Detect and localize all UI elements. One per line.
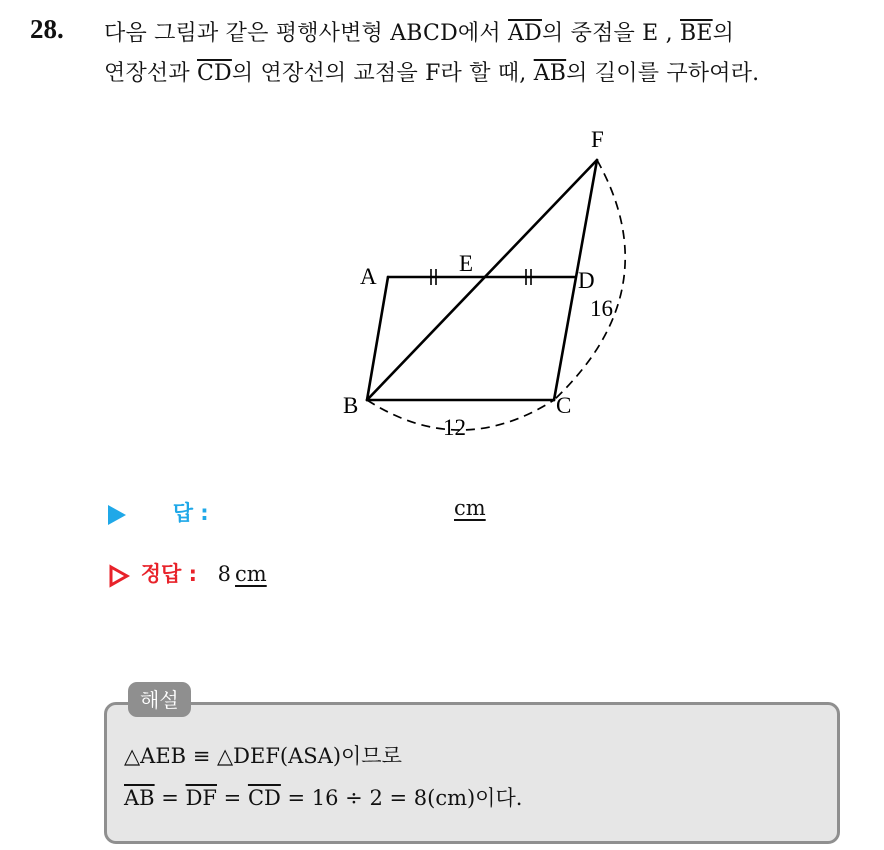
triangle-outline-icon (108, 564, 130, 588)
question-text-line2 (104, 56, 759, 87)
answer-row (108, 497, 209, 527)
triangle-pointer-icon (108, 505, 126, 525)
answer-label: 답 : (172, 501, 209, 525)
correct-answer-label: 정답 : (140, 562, 197, 586)
solution-tag: 해설 (128, 682, 191, 717)
correct-answer-row (108, 558, 267, 588)
equals: = (216, 786, 248, 810)
question-text-line1 (104, 16, 734, 47)
label-b: B (343, 393, 359, 418)
label-a: A (360, 264, 377, 289)
segment-df: $\overline{DF}$ (185, 786, 217, 810)
question-text: 의 연장선의 교점을 F라 할 때, (231, 61, 534, 86)
question-number: 28. (30, 14, 64, 44)
question-text: 의 중점을 E , (541, 21, 681, 46)
question-text: 의 길이를 구하여라. (566, 61, 760, 86)
correct-answer-value: 8 (217, 562, 232, 586)
equals: = (154, 786, 186, 810)
segment-cd: $\overline{CD}$ (197, 61, 232, 86)
solution-line2 (124, 782, 522, 812)
label-c: C (556, 393, 572, 418)
length-cf: 16 (590, 296, 613, 321)
segment-ab: $\overline{AB}$ (124, 786, 155, 810)
solution-box (104, 702, 840, 844)
question-text: 다음 그림과 같은 평행사변형 ABCD에서 (104, 21, 509, 46)
question-text: 연장선과 (104, 61, 198, 86)
solution-result: = 16 ÷ 2 = 8(cm)이다. (280, 786, 523, 810)
correct-answer-unit: cm (235, 562, 267, 586)
parallelogram-figure (330, 120, 660, 450)
label-e: E (459, 251, 474, 276)
length-bc: 12 (443, 415, 466, 440)
solution-line1: △AEB ≡ △DEF(ASA)이므로 (124, 744, 402, 768)
answer-blank-unit[interactable]: cm (454, 496, 486, 520)
label-f: F (591, 127, 604, 152)
segment-be: $\overline{BE}$ (680, 21, 713, 46)
segment-ab: $\overline{AB}$ (533, 61, 567, 86)
line-bf (367, 160, 597, 400)
label-d: D (578, 268, 595, 293)
segment-cd: $\overline{CD}$ (247, 786, 281, 810)
segment-ad: $\overline{AD}$ (508, 21, 542, 46)
question-text: 의 (712, 21, 735, 46)
